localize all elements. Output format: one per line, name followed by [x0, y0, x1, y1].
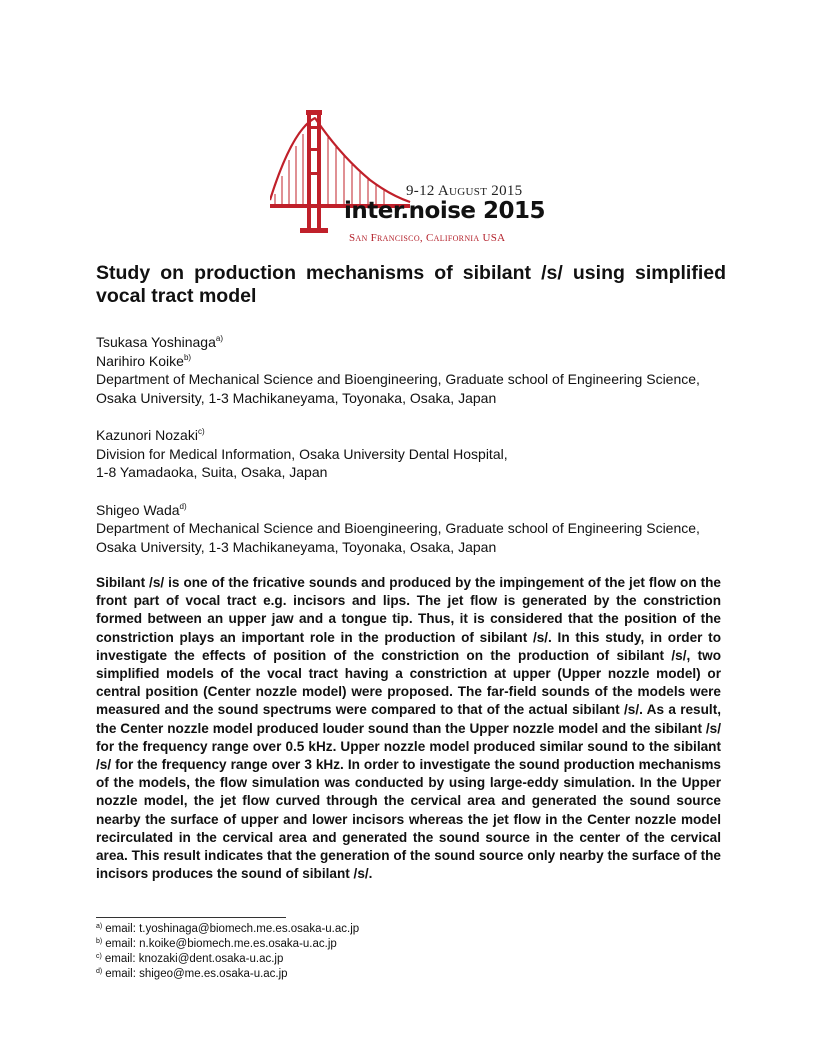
footnotes	[96, 922, 359, 982]
conference-location: San Francisco, California USA	[349, 232, 506, 244]
footnote-divider	[96, 917, 286, 918]
affiliation-line: Osaka University, 1-3 Machikaneyama, Toyonaka, Osaka, Japan	[96, 538, 497, 555]
author-name: Kazunori Nozaki$^{c)}$	[96, 427, 205, 443]
author-name: Shigeo Wada$^{d)}$	[96, 501, 187, 518]
paper-title: Study on production mechanisms of sibilant /s/ using simplified vocal tract model	[96, 262, 726, 307]
author-list	[96, 333, 746, 575]
abstract: Sibilant /s/ is one of the fricative sounds and produced by the impingement of the jet flow on the front part of vocal tract e.g. incisors and lips. The jet flow is generated by the constriction formed between an upper jaw and a tongue tip. Thus, it is considered that the position of the constriction plays an important role in the production of sibilant /s/. In this study, in order to investigate the effects of position of the constriction on the production of sibilant /s/, two simplified models of the vocal tract having a constriction at upper (Upper nozzle model) or central position (Center nozzle model) were proposed. The far-field sounds of the models were measured and the sound spectrums were compared to that of the actual sibilant /s/. As a result, the Center nozzle model produced louder sound than the Upper nozzle model and the sibilant /s/ for the frequency range over 0.5 kHz. Upper nozzle model produced similar sound to the sibilant /s/ for the frequency range over 3 kHz. In order to investigate the sound production mechanisms of the models, the flow simulation was conducted by using large-eddy simulation. In the Upper nozzle model, the jet flow curved through the cervical area and generated the sound source nearby the surface of upper and lower incisors whereas the jet flow in the Center nozzle model recirculated in the cervical area and generated the sound source in the center of the cervical area. This result indicates that the generation of the sound source only nearby the surface of the incisors produces the sound of sibilant /s/.	[96, 575, 721, 882]
affiliation-mark: c)	[197, 427, 205, 436]
affiliation-line: Department of Mechanical Science and Bioengineering, Graduate school of Engineering Science,	[96, 371, 700, 387]
author-name: Narihiro Koike$^{b)}$	[96, 352, 192, 369]
golden-gate-bridge-icon	[270, 110, 560, 250]
author-group-1	[96, 333, 746, 407]
conference-date: 9-12 August 2015	[406, 183, 523, 199]
affiliation-mark: b)	[183, 352, 192, 362]
footnote: $^{c)}$ email: knozaki@dent.osaka-u.ac.jp	[96, 953, 284, 965]
author-group-3	[96, 501, 746, 557]
affiliation-mark: d)	[179, 501, 187, 511]
author-group-2	[96, 426, 746, 482]
affiliation-mark: a)	[215, 334, 223, 343]
affiliation-line: Division for Medical Information, Osaka University Dental Hospital,	[96, 445, 508, 462]
conference-logo	[270, 110, 560, 250]
footnote: $^{b)}$ email: n.koike@biomech.me.es.osaka-u.ac.jp	[96, 938, 337, 950]
affiliation-line: 1-8 Yamadaoka, Suita, Osaka, Japan	[96, 464, 328, 480]
conference-brand: inter.noise 2015	[344, 198, 546, 224]
footnote: $^{d)}$ email: shigeo@me.es.osaka-u.ac.jp	[96, 968, 288, 980]
footnote: $^{a)}$ email: t.yoshinaga@biomech.me.es.osaka-u.ac.jp	[96, 923, 360, 935]
author-name: Tsukasa Yoshinaga$^{a)}$	[96, 334, 223, 350]
affiliation-line: Department of Mechanical Science and Bioengineering, Graduate school of Engineering Science,	[96, 520, 700, 536]
affiliation-line: Osaka University, 1-3 Machikaneyama, Toyonaka, Osaka, Japan	[96, 389, 497, 406]
